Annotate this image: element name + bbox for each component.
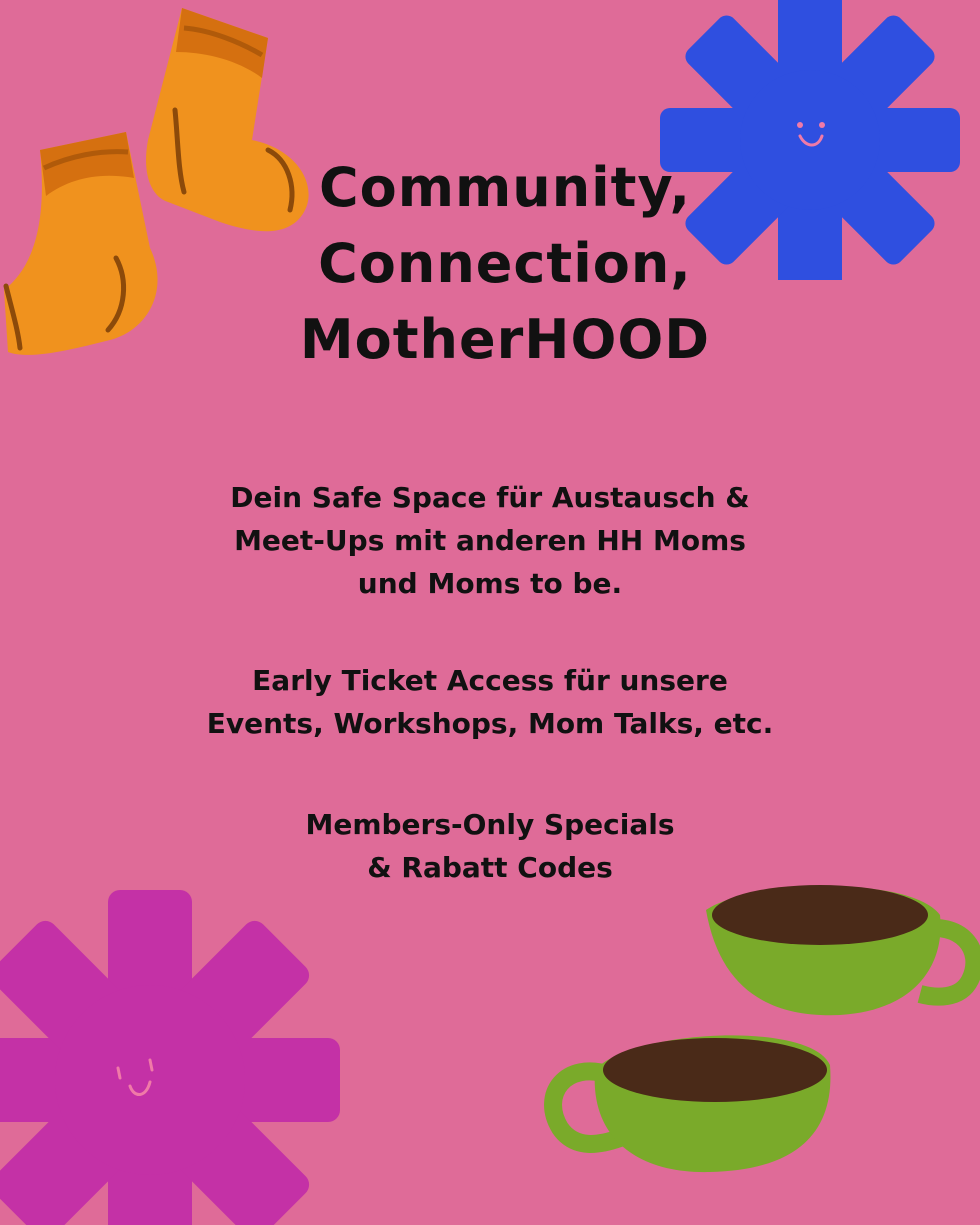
benefit-line: & Rabatt Codes	[367, 851, 613, 884]
benefit-line: Meet-Ups mit anderen HH Moms	[234, 524, 746, 557]
headline	[0, 150, 980, 378]
benefit-members-specials	[0, 803, 980, 889]
benefit-line: Members-Only Specials	[305, 808, 675, 841]
benefit-line: und Moms to be.	[357, 567, 623, 600]
headline-line-3: MotherHOOD	[299, 308, 711, 371]
benefit-line: Events, Workshops, Mom Talks, etc.	[206, 707, 774, 740]
benefit-line: Early Ticket Access für unsere	[252, 664, 728, 697]
coffee-cups-icon	[540, 870, 980, 1225]
benefit-safe-space	[0, 476, 980, 605]
benefit-line: Dein Safe Space für Austausch &	[230, 481, 750, 514]
benefit-early-ticket	[0, 659, 980, 745]
headline-line-2: Connection,	[318, 232, 692, 295]
purple-flower-icon	[0, 890, 340, 1225]
headline-line-1: Community,	[319, 156, 691, 219]
